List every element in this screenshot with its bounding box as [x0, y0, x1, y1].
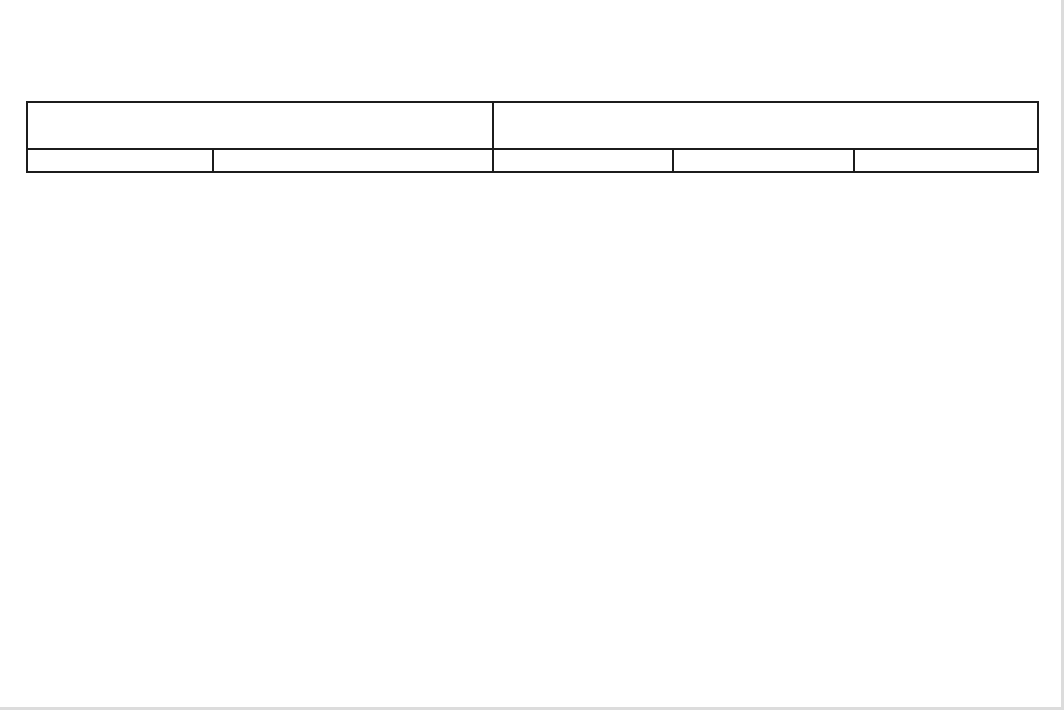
header-group-fiscal-allocation — [493, 102, 1038, 149]
budget-table — [26, 101, 1039, 173]
table-header-groups — [27, 102, 1038, 149]
header-col-subject-name — [213, 149, 493, 172]
header-col-total — [493, 149, 673, 172]
header-col-subject-code — [27, 149, 213, 172]
header-col-general-public-budget — [673, 149, 854, 172]
header-group-expense-classification — [27, 102, 493, 149]
header-col-gov-fund-budget — [854, 149, 1038, 172]
table-header-columns — [27, 149, 1038, 172]
